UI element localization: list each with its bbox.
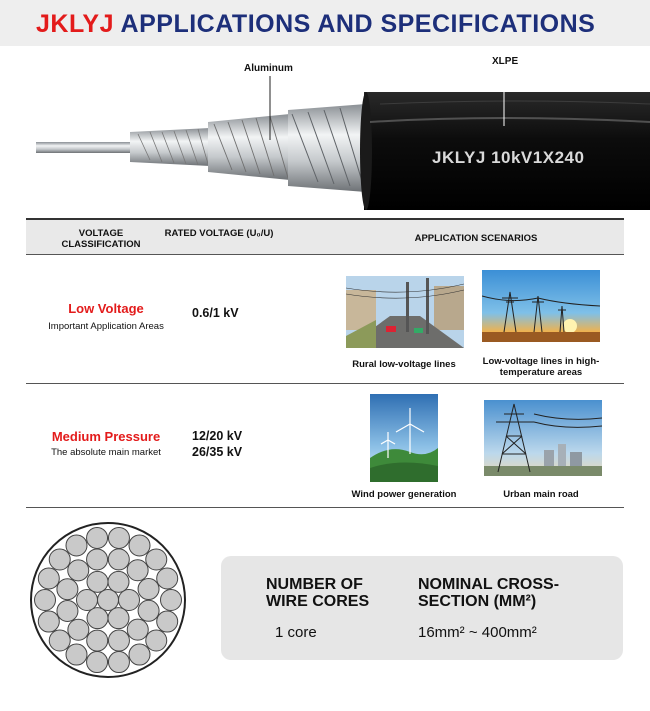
header-rated-voltage: RATED VOLTAGE (U₀/U)	[164, 228, 274, 239]
strand-wire	[35, 590, 56, 611]
strand-wire	[66, 644, 87, 665]
strand-wire	[108, 549, 129, 570]
strand-wire	[68, 619, 89, 640]
strand-wire	[49, 630, 70, 651]
strand-wire	[119, 590, 140, 611]
scenario-caption: Rural low-voltage lines	[352, 359, 456, 370]
strand-wire	[146, 630, 167, 651]
strand-wire	[138, 600, 159, 621]
strand-wire	[127, 560, 148, 581]
rated-voltage	[192, 305, 239, 321]
classification-title: Medium Pressure	[51, 429, 161, 444]
voltage-value: 26/35 kV	[192, 445, 243, 459]
classification-title: Low Voltage	[68, 301, 144, 316]
strand-wire	[127, 619, 148, 640]
strand-wire	[108, 652, 129, 673]
strand-wire	[87, 652, 108, 673]
strand-wire	[87, 549, 108, 570]
strand-wire	[161, 590, 182, 611]
strand-wire	[146, 549, 167, 570]
voltage-value: 12/20 kV	[192, 429, 243, 443]
strand-wire	[157, 568, 178, 589]
header-applications: APPLICATION SCENARIOS	[414, 233, 538, 244]
page-title	[36, 10, 595, 39]
strand-layer-3	[288, 104, 366, 192]
high-temp-lines-photo	[482, 270, 600, 342]
core-wire	[36, 142, 146, 153]
table-row	[26, 254, 624, 384]
strand-wire	[87, 630, 108, 651]
strand-wire	[129, 644, 150, 665]
header-bar	[0, 0, 650, 46]
strand-wire	[66, 535, 87, 556]
strand-wire	[98, 590, 119, 611]
cores-value: 1 core	[275, 624, 317, 641]
strand-wire	[108, 630, 129, 651]
section-value: 16mm² ~ 400mm²	[418, 624, 537, 641]
brand-name: JKLYJ	[36, 10, 115, 38]
strand-wire	[108, 608, 129, 629]
strand-wire	[77, 590, 98, 611]
cores-heading: NUMBER OF WIRE CORES	[266, 576, 370, 610]
urban-road-photo	[484, 400, 602, 476]
cable-drawing	[0, 52, 650, 210]
spec-panel	[221, 556, 623, 660]
header-classification: VOLTAGE CLASSIFICATION	[61, 228, 141, 250]
aluminum-label: Aluminum	[244, 63, 293, 74]
wind-power-photo	[370, 394, 438, 482]
application-table	[26, 218, 624, 508]
title-text: APPLICATIONS AND SPECIFICATIONS	[120, 10, 596, 38]
strand-wire	[57, 600, 78, 621]
strand-wire	[68, 560, 89, 581]
strand-wire	[129, 535, 150, 556]
strand-layer-2	[208, 114, 290, 180]
scenario-caption: Low-voltage lines in high-temperature areas	[482, 356, 600, 378]
cross-section-diagram	[28, 520, 188, 680]
strand-wire	[49, 549, 70, 570]
strand-layer-1	[130, 128, 210, 166]
rural-lines-photo	[346, 276, 464, 348]
strand-wire	[38, 611, 59, 632]
classification-description: The absolute main market	[51, 447, 161, 458]
voltage-value: 0.6/1 kV	[192, 306, 239, 320]
strand-wire	[38, 568, 59, 589]
strand-wire	[57, 579, 78, 600]
scenario-caption: Wind power generation	[351, 489, 457, 500]
scenario-caption: Urban main road	[503, 489, 579, 500]
cable-print-text: JKLYJ 10kV1X240	[432, 148, 585, 167]
strand-wire	[87, 608, 108, 629]
table-row	[26, 384, 624, 508]
strand-wire	[108, 527, 129, 548]
strand-cross-section	[28, 520, 188, 680]
strand-wire	[87, 527, 108, 548]
xlpe-label: XLPE	[492, 56, 519, 67]
classification-description: Important Application Areas	[48, 321, 164, 332]
section-heading: NOMINAL CROSS-SECTION (MM²)	[418, 576, 560, 610]
strand-wire	[138, 579, 159, 600]
strand-wire	[108, 571, 129, 592]
rated-voltage	[192, 428, 242, 460]
table-header	[26, 218, 624, 254]
strand-wire	[87, 571, 108, 592]
strand-wire	[157, 611, 178, 632]
cable-illustration	[0, 52, 650, 210]
